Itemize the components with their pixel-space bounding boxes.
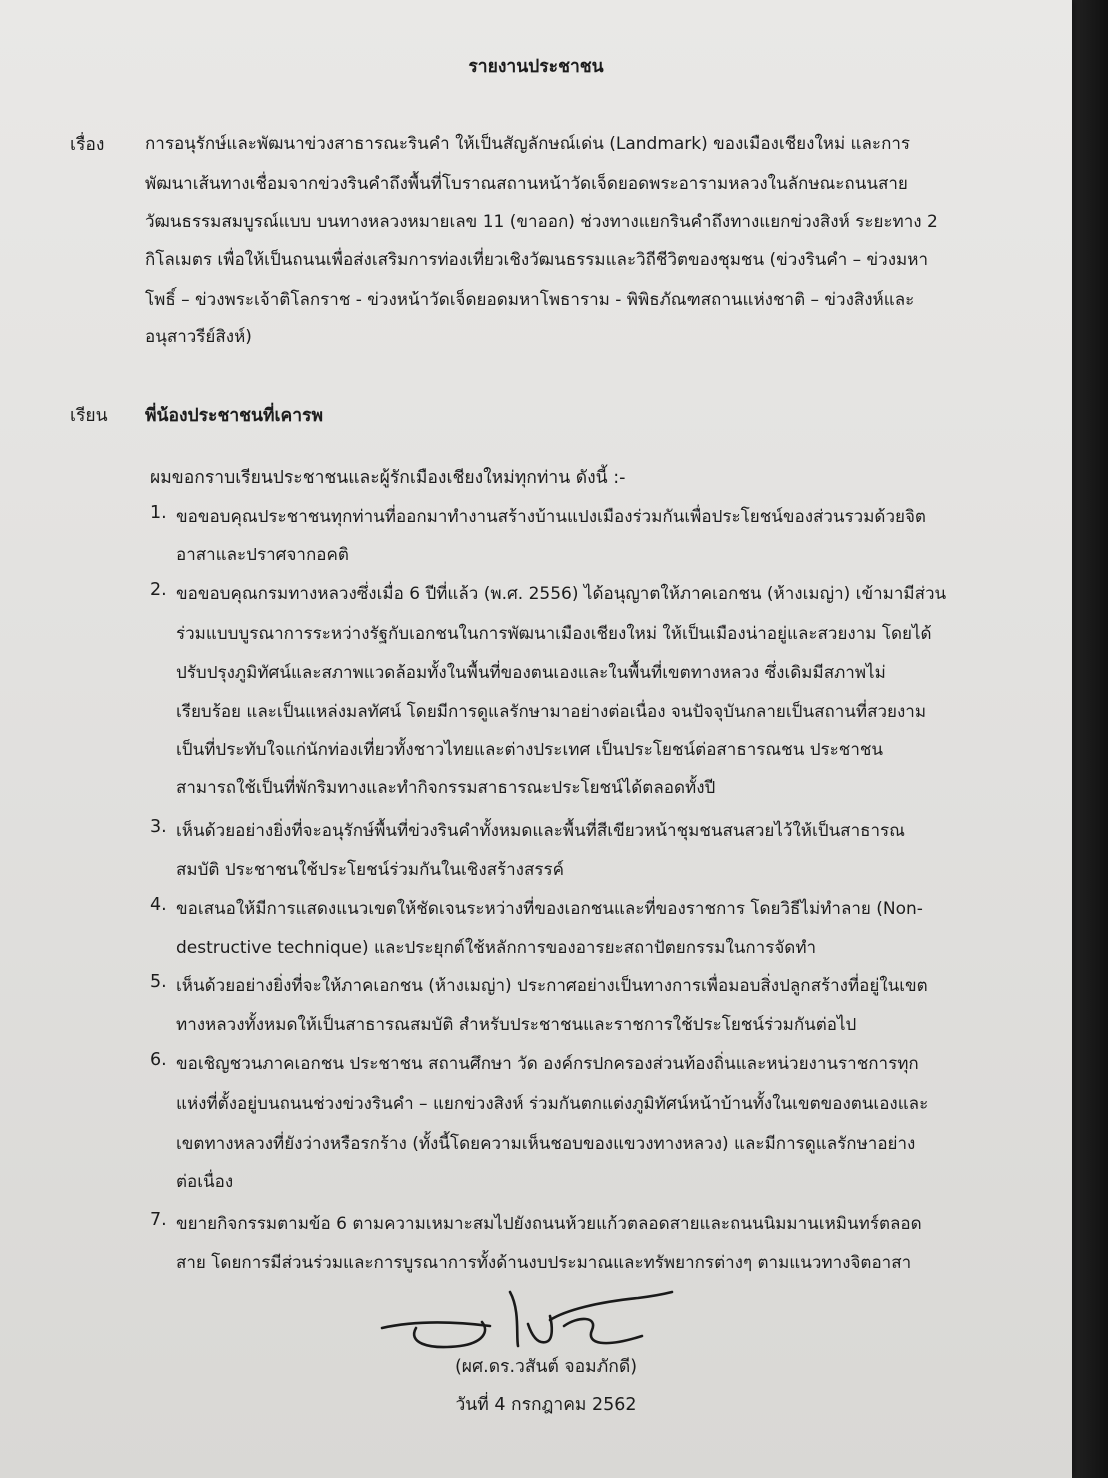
- item-number: 1.: [150, 503, 167, 523]
- address-text: พี่น้องประชาชนที่เคารพ: [145, 406, 323, 426]
- item-line: ขอขอบคุณประชาชนทุกท่านที่ออกมาทำงานสร้างบ้านแปงเมืองร่วมกันเพื่อประโยชน์ของส่วนรวมด้วยจิต: [176, 507, 926, 527]
- signing-date: วันที่ 4 กรกฎาคม 2562: [455, 1395, 637, 1415]
- item-line: อาสาและปราศจากอคติ: [176, 545, 349, 565]
- item-line: ขอขอบคุณกรมทางหลวงซึ่งเมื่อ 6 ปีที่แล้ว (พ.ศ. 2556) ได้อนุญาตให้ภาคเอกชน (ห้างเมญ่า) เข้ามามีส่วน: [176, 584, 947, 604]
- subject-line: อนุสาวรีย์สิงห์): [145, 327, 252, 347]
- item-number: 5.: [150, 972, 167, 992]
- item-number: 7.: [150, 1210, 167, 1230]
- item-line: เห็นด้วยอย่างยิ่งที่จะให้ภาคเอกชน (ห้างเมญ่า) ประกาศอย่างเป็นทางการเพื่อมอบสิ่งปลูกสร้างที่อยู่ในเขต: [176, 976, 928, 996]
- item-line: ต่อเนื่อง: [176, 1172, 234, 1192]
- item-line: destructive technique) และประยุกต์ใช้หลักการของอารยะสถาปัตยกรรมในการจัดทำ: [176, 938, 817, 958]
- item-line: ร่วมแบบบูรณาการระหว่างรัฐกับเอกชนในการพัฒนาเมืองเชียงใหม่ ให้เป็นเมืองน่าอยู่และสวยงาม โดยได้: [176, 624, 932, 644]
- item-line: เรียบร้อย และเป็นแหล่งมลทัศน์ โดยมีการดูแลรักษามาอย่างต่อเนื่อง จนปัจจุบันกลายเป็นสถานที่สวยงาม: [176, 702, 927, 722]
- item-line: เห็นด้วยอย่างยิ่งที่จะอนุรักษ์พื้นที่ข่วงรินคำทั้งหมดและพื้นที่สีเขียวหน้าชุมชนสนสวยไว้ให้เป็นสาธารณ: [176, 821, 905, 841]
- document-title: รายงานประชาชน: [468, 57, 604, 77]
- item-line: ปรับปรุงภูมิทัศน์และสภาพแวดล้อมทั้งในพื้นที่ของตนเองและในพื้นที่เขตทางหลวง ซึ่งเดิมมีสภาพไม่: [176, 663, 886, 683]
- subject-line: การอนุรักษ์และพัฒนาข่วงสาธารณะรินคำ ให้เป็นสัญลักษณ์เด่น (Landmark) ของเมืองเชียงใหม่ และการ: [145, 134, 911, 154]
- item-line: ขอเชิญชวนภาคเอกชน ประชาชน สถานศึกษา วัด องค์กรปกครองส่วนท้องถิ่นและหน่วยงานราชการทุก: [176, 1054, 919, 1074]
- item-line: สาย โดยการมีส่วนร่วมและการบูรณาการทั้งด้านงบประมาณและทรัพยากรต่างๆ ตามแนวทางจิตอาสา: [176, 1253, 912, 1273]
- subject-line: โพธิ์ – ข่วงพระเจ้าติโลกราช - ข่วงหน้าวัดเจ็ดยอดมหาโพธาราม - พิพิธภัณฑสถานแห่งชาติ – ข่วงสิงห์และ: [145, 290, 915, 310]
- subject-line: กิโลเมตร เพื่อให้เป็นถนนเพื่อส่งเสริมการท่องเที่ยวเชิงวัฒนธรรมและวิถีชีวิตของชุมชน (ข่วงรินคำ – ข่วงมหา: [145, 250, 928, 270]
- intro-text: ผมขอกราบเรียนประชาชนและผู้รักเมืองเชียงใหม่ทุกท่าน ดังนี้ :-: [150, 468, 626, 488]
- subject-line: วัฒนธรรมสมบูรณ์แบบ บนทางหลวงหมายเลข 11 (ขาออก) ช่วงทางแยกรินคำถึงทางแยกข่วงสิงห์ ระยะทาง 2: [145, 212, 938, 232]
- address-label: เรียน: [70, 406, 108, 426]
- item-number: 4.: [150, 895, 167, 915]
- item-number: 6.: [150, 1050, 167, 1070]
- item-line: แห่งที่ตั้งอยู่บนถนนช่วงข่วงรินคำ – แยกข่วงสิงห์ ร่วมกันตกแต่งภูมิทัศน์หน้าบ้านทั้งในเขตของตนเองและ: [176, 1094, 929, 1114]
- item-line: สมบัติ ประชาชนใช้ประโยชน์ร่วมกันในเชิงสร้างสรรค์: [176, 860, 564, 880]
- subject-label: เรื่อง: [70, 135, 105, 155]
- item-line: สามารถใช้เป็นที่พักริมทางและทำกิจกรรมสาธารณะประโยชน์ได้ตลอดทั้งปี: [176, 778, 716, 798]
- item-number: 3.: [150, 817, 167, 837]
- item-line: เขตทางหลวงที่ยังว่างหรือรกร้าง (ทั้งนี้โดยความเห็นชอบของแขวงทางหลวง) และมีการดูแลรักษาอย่าง: [176, 1134, 916, 1154]
- signer-name: (ผศ.ดร.วสันต์ จอมภักดี): [454, 1357, 638, 1377]
- item-line: ทางหลวงทั้งหมดให้เป็นสาธารณสมบัติ สำหรับประชาชนและราชการใช้ประโยชน์ร่วมกันต่อไป: [176, 1015, 857, 1035]
- subject-line: พัฒนาเส้นทางเชื่อมจากข่วงรินคำถึงพื้นที่โบราณสถานหน้าวัดเจ็ดยอดพระอารามหลวงในลักษณะถนนสาย: [145, 174, 908, 194]
- item-line: ขอเสนอให้มีการแสดงแนวเขตให้ชัดเจนระหว่างที่ของเอกชนและที่ของราชการ โดยวิธีไม่ทำลาย (Non-: [176, 899, 923, 919]
- item-number: 2.: [150, 580, 167, 600]
- item-line: ขยายกิจกรรมตามข้อ 6 ตามความเหมาะสมไปยังถนนห้วยแก้วตลอดสายและถนนนิมมานเหมินทร์ตลอด: [176, 1214, 922, 1234]
- item-line: เป็นที่ประทับใจแก่นักท่องเที่ยวทั้งชาวไทยและต่างประเทศ เป็นประโยชน์ต่อสาธารณชน ประชาชน: [176, 740, 884, 760]
